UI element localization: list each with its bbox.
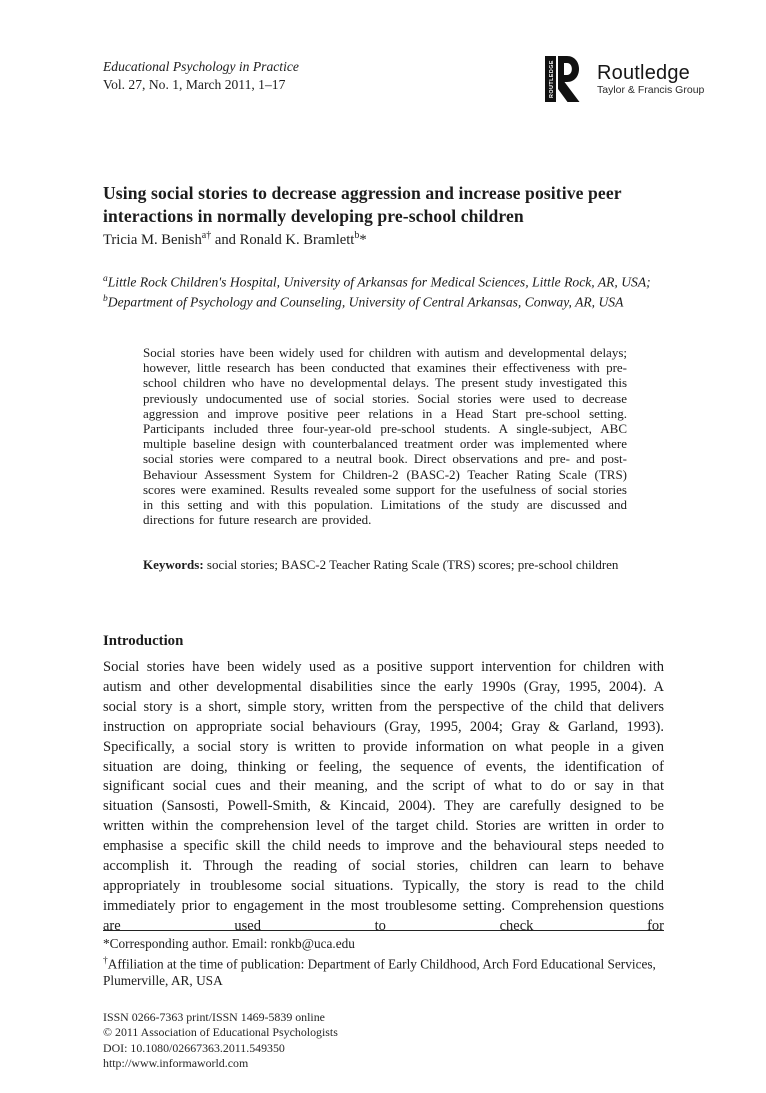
footnote-corresponding [103,936,664,953]
footnote-block [103,930,664,989]
affiliation-a-superscript: a [103,274,108,284]
affiliation-b: Department of Psychology and Counseling, University of Central Arkansas, Conway, AR, USA [107,294,624,310]
footnote-affiliation-text: Affiliation at the time of publication: Department of Early Childhood, Arch Ford Educational Services, Plumerville, AR, USA [103,956,656,988]
logo-wordmark: Routledge [597,61,690,84]
logo-text-column [597,63,704,96]
footnote-affiliation [103,953,664,990]
logo-tagline: Taylor & Francis Group [597,83,705,96]
abstract: Social stories have been widely used for children with autism and developmental delays; however, little research has been conducted that examines their effectiveness with pre-school children who have no developmental delays. The present study investigated this previously undocumented use of social stories. Social stories were used to decrease aggression and improve positive peer relations in a Head Start pre-school setting. Participants included three four-year-old pre-school students. A single-subject, ABC multiple baseline design with counterbalanced treatment order was implemented where social stories were compared to a neutral book. Direct observations and pre- and post-Behaviour Assessment System for Children-2 (BASC-2) Teacher Rating Scale (TRS) scores were examined. Results revealed some support for the usefulness of social stories in this setting and with this population. Limitations of the study are discussed and directions for future research are provided. [143,345,627,528]
introduction-paragraph: Social stories have been widely used as a positive support intervention for children with autism and other developmental disabilities since the early 1990s (Gray, 1995, 2004). A social story is a short, simple story, written from the perspective of the child that delivers instruction on appropriate social behaviours (Gray, 1995, 2004; Gray & Garland, 1993). Specifically, a social story is written to provide information on what people in a given situation are doing, thinking or feeling, the sequence of events, the identification of significant social cues and their meaning, and the script of what to do or say in that situation (Sansosti, Powell-Smith, & Kincaid, 2004). They are carefully designed to be written within the comprehension level of the target child. Stories are written in order to emphasise a specific skill the child needs to improve and the behavioural steps needed to accomplish it. Through the reading of social stories, children can learn to behave appropriately in troublesome social situations. Typically, the story is read to the child immediately prior to engagement in the most troublesome setting. Comprehension questions are used to check for [103,659,664,934]
journal-name: Educational Psychology in Practice [103,59,299,74]
imprint-issn: ISSN 0266-7363 print/ISSN 1469-5839 online [103,1010,325,1024]
author-1-superscript: a† [201,230,212,241]
affiliation-b-superscript: b [103,293,108,304]
keywords-line [143,557,627,572]
affiliation-a: Little Rock Children's Hospital, University of Arkansas for Medical Sciences, Little Rock, AR, USA; [107,274,651,290]
author-1: Tricia M. Benish [103,231,202,248]
routledge-r-icon [545,56,590,102]
affiliations [103,271,669,310]
footnote-affiliation-mark: † [103,955,108,966]
imprint-doi: DOI: 10.1080/02667363.2011.549350 [103,1040,285,1055]
authors-connector: and [211,231,240,248]
journal-issue: Vol. 27, No. 1, March 2011, 1–17 [103,77,286,92]
authors-line [103,230,663,249]
author-2: Ronald K. Bramlett [239,231,355,248]
article-title: Using social stories to decrease aggression and increase positive peer interactions in normally developing pre-school children [103,183,622,226]
imprint-block [103,1010,663,1072]
footnote-corresponding-mark: * [103,936,110,951]
logo-vertical-text: ROUTLEDGE [548,60,555,98]
keywords-label: Keywords: [143,557,204,572]
journal-header [103,58,299,94]
publisher-logo [545,56,704,102]
imprint-copyright: © 2011 Association of Educational Psychologists [103,1025,338,1040]
keywords-text: social stories; BASC-2 Teacher Rating Scale (TRS) scores; pre-school children [203,557,619,572]
imprint-url: http://www.informaworld.com [103,1056,249,1071]
corresponding-author-mark: * [359,231,367,248]
author-2-superscript: b [354,230,360,241]
footnote-corresponding-text: Corresponding author. Email: ronkb@uca.edu [109,936,355,951]
section-heading-introduction: Introduction [103,633,184,649]
